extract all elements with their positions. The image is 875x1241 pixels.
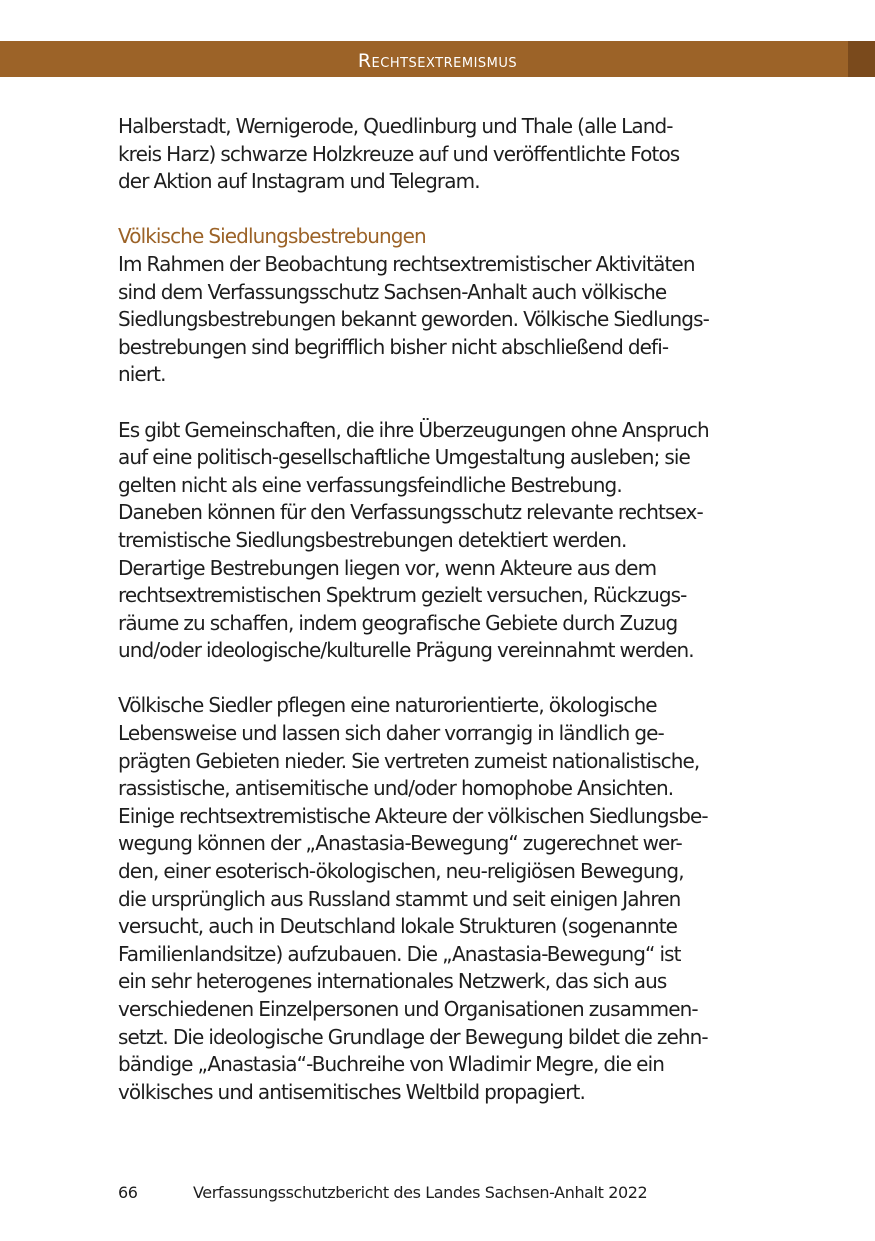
text-line: setzt. Die ideologische Grundlage der Bewegung bildet die zehn-	[118, 1024, 708, 1049]
text-line: Daneben können für den Verfassungsschutz relevante rechtsex-	[118, 500, 703, 525]
text-line: Im Rahmen der Beobachtung rechtsextremistischer Aktivitäten	[118, 251, 695, 276]
text-line: kreis Harz) schwarze Holzkreuze auf und veröffentlichte Fotos	[118, 141, 680, 166]
publication-title: Verfassungsschutzbericht des Landes Sachsen-Anhalt 2022	[193, 1183, 648, 1202]
paragraph-settlers	[118, 692, 763, 1106]
chapter-header-bar	[0, 41, 875, 77]
text-line: räume zu schaffen, indem geografische Gebiete durch Zuzug	[118, 610, 678, 635]
text-line: prägten Gebieten nieder. Sie vertreten zumeist nationalistische,	[118, 748, 700, 773]
text-line: Derartige Bestrebungen liegen vor, wenn Akteure aus dem	[118, 555, 657, 580]
paragraph-definition	[118, 251, 763, 389]
text-line: Familienlandsitze) aufzubauen. Die „Anastasia-Bewegung“ ist	[118, 941, 681, 966]
text-line: Völkische Siedler pflegen eine naturorientierte, ökologische	[118, 693, 657, 718]
text-line: den, einer esoterisch-ökologischen, neu-religiösen Bewegung,	[118, 859, 684, 884]
text-line: gelten nicht als eine verfassungsfeindliche Bestrebung.	[118, 472, 622, 497]
page-number: 66	[118, 1183, 138, 1202]
text-line: niert.	[118, 362, 166, 387]
text-line: Siedlungsbestrebungen bekannt geworden. Völkische Siedlungs-	[118, 307, 709, 332]
text-line: rassistische, antisemitische und/oder homophobe Ansichten.	[118, 776, 674, 801]
page-content	[118, 113, 763, 1106]
text-line: bändige „Anastasia“-Buchreihe von Wladimir Megre, die ein	[118, 1052, 665, 1077]
text-line: Halberstadt, Wernigerode, Quedlinburg und Thale (alle Land-	[118, 114, 673, 138]
chapter-title: Rechtsextremismus	[357, 50, 518, 72]
text-line: bestrebungen sind begrifflich bisher nicht abschließend defi-	[118, 334, 669, 359]
text-line: der Aktion auf Instagram und Telegram.	[118, 169, 480, 194]
page-footer	[118, 1182, 647, 1204]
text-line: versucht, auch in Deutschland lokale Strukturen (sogenannte	[118, 914, 678, 939]
text-line: Lebensweise und lassen sich daher vorrangig in ländlich ge-	[118, 721, 664, 746]
text-line: verschiedenen Einzelpersonen und Organisationen zusammen-	[118, 997, 698, 1021]
section-heading: Völkische Siedlungsbestrebungen	[118, 224, 426, 249]
text-line: ein sehr heterogenes internationales Netzwerk, das sich aus	[118, 969, 667, 994]
text-line: sind dem Verfassungsschutz Sachsen-Anhalt auch völkische	[118, 279, 667, 304]
text-line: wegung können der „Anastasia-Bewegung“ zugerechnet wer-	[118, 831, 682, 856]
text-line: die ursprünglich aus Russland stammt und seit einigen Jahren	[118, 886, 681, 911]
text-line: völkisches und antisemitisches Weltbild propagiert.	[118, 1079, 585, 1104]
paragraph-communities	[118, 417, 763, 665]
text-line: und/oder ideologische/kulturelle Prägung vereinnahmt werden.	[118, 638, 694, 663]
text-line: auf eine politisch-gesellschaftliche Umgestaltung ausleben; sie	[118, 445, 690, 470]
text-line: rechtsextremistischen Spektrum gezielt versuchen, Rückzugs-	[118, 583, 687, 608]
text-line: Einige rechtsextremistische Akteure der völkischen Siedlungsbe-	[118, 803, 708, 828]
intro-paragraph	[118, 113, 763, 196]
text-line: tremistische Siedlungsbestrebungen detektiert werden.	[118, 527, 627, 552]
text-line: Es gibt Gemeinschaften, die ihre Überzeugungen ohne Anspruch	[118, 417, 709, 442]
